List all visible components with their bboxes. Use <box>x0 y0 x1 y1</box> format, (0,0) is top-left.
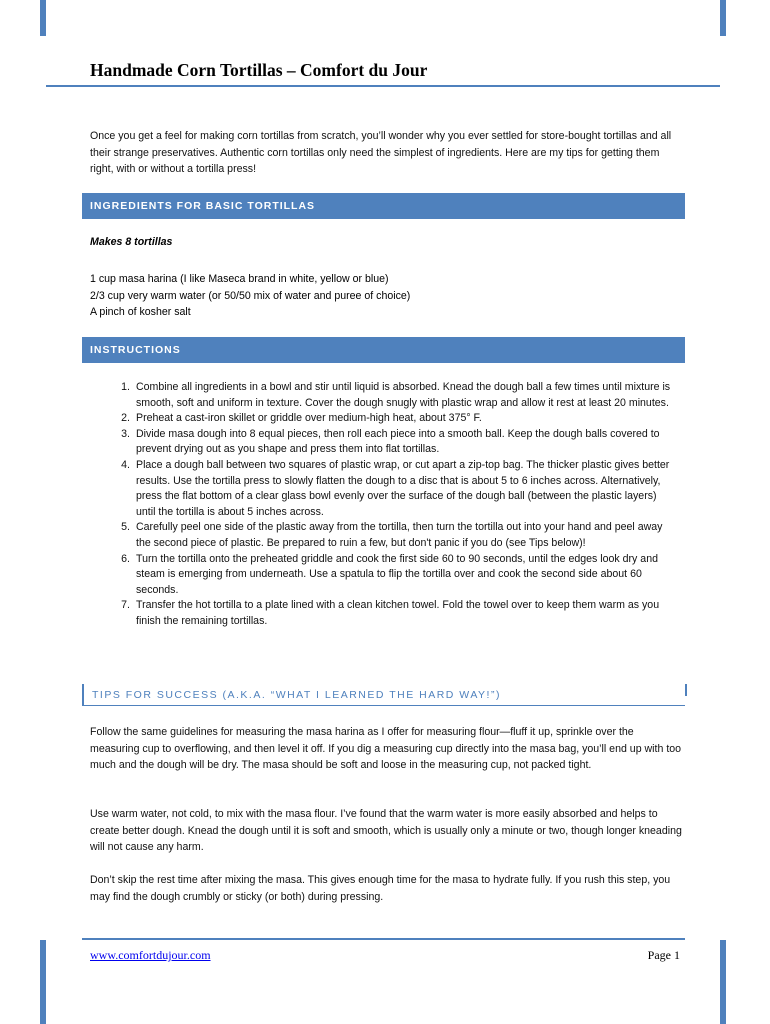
step-text: Preheat a cast-iron skillet or griddle over medium-high heat, about 375° F. <box>136 412 482 425</box>
ingredients-list <box>90 271 680 321</box>
ingredient-item: A pinch of kosher salt <box>90 306 191 318</box>
step-text: Place a dough ball between two squares of plastic wrap, or cut apart a zip-top bag. The thicker plastic gives better results. Use the tortilla press to slowly flatten the dough to a disc that is about 5 to 6 inches across. Alternatively, press the flat bottom of a clear glass bowl evenly over the surface of the dough ball (between the plastic layers) until the tortilla is about 5 inches across. <box>136 458 670 518</box>
instruction-step <box>121 598 676 629</box>
step-text: Transfer the hot tortilla to a plate lined with a clean kitchen towel. Fold the towel over to keep them warm as you finish the remaining tortillas. <box>136 599 660 627</box>
step-text: Combine all ingredients in a bowl and stir until liquid is absorbed. Knead the dough ball a few times until mixture is smooth, soft and uniform in texture. Cover the dough snugly with plastic wrap and allow it rest at least 20 minutes. <box>136 381 671 409</box>
page-title: Handmade Corn Tortillas – Comfort du Jour <box>90 60 428 80</box>
tips-heading <box>82 684 685 706</box>
step-number: 4. <box>121 458 130 471</box>
page-border-bottom-left <box>40 940 46 1024</box>
ingredient-item: 1 cup masa harina (I like Maseca brand in white, yellow or blue) <box>90 273 389 285</box>
step-text: Turn the tortilla onto the preheated griddle and cook the first side 60 to 90 seconds, until the edges look dry and steam is emerging from underneath. Use a spatula to flip the tortilla over and cook the second side about 60 seconds. <box>136 552 658 596</box>
step-number: 1. <box>121 381 130 393</box>
instruction-step <box>121 520 676 551</box>
website-link[interactable]: www.comfortdujour.com <box>90 948 211 962</box>
instructions-heading: INSTRUCTIONS <box>82 337 685 363</box>
step-number: 5. <box>121 521 130 534</box>
step-number: 3. <box>121 427 130 440</box>
tips-heading-corner <box>685 684 687 696</box>
intro-paragraph: Once you get a feel for making corn tortillas from scratch, you’ll wonder why you ever settled for store-bought tortillas and all their strange preservatives. Authentic corn tortillas only need the simplest of ingredients. Here are my tips for getting them right, with or without a tortilla press! <box>90 130 672 175</box>
ingredients-heading: INGREDIENTS FOR BASIC TORTILLAS <box>82 193 685 219</box>
tip-paragraph: Use warm water, not cold, to mix with the masa flour. I’ve found that the warm water is more easily absorbed and helps to create better dough. Knead the dough until it is soft and smooth, which is usually only a minute or two, though longer kneading will not cause any harm. <box>90 808 682 853</box>
page-border-top-right <box>720 0 726 36</box>
instruction-step <box>121 380 676 411</box>
step-number: 6. <box>121 552 130 565</box>
instruction-step <box>121 427 676 458</box>
step-text: Divide masa dough into 8 equal pieces, then roll each piece into a smooth ball. Keep the dough balls covered to prevent drying out as you shape and press them into flat tortillas. <box>136 427 660 456</box>
tips-heading-text: TIPS FOR SUCCESS (A.K.A. “WHAT I LEARNED THE HARD WAY!”) <box>92 689 501 701</box>
step-text: Carefully peel one side of the plastic away from the tortilla, then turn the tortilla out into your hand and peel away the second piece of plastic. Be prepared to ruin a few, but don't panic if you do (see Tips below)! <box>136 521 663 549</box>
step-number: 7. <box>121 599 130 612</box>
title-divider <box>46 85 720 87</box>
page-border-top-left <box>40 0 46 36</box>
instructions-list <box>121 380 676 630</box>
footer-divider <box>82 938 685 940</box>
instruction-step <box>121 552 676 599</box>
tip-paragraph: Don’t skip the rest time after mixing the masa. This gives enough time for the masa to hydrate fully. If you rush this step, you may find the dough crumbly or sticky (or both) during pressing. <box>90 874 671 903</box>
page-number: Page 1 <box>647 948 680 962</box>
ingredient-item: 2/3 cup very warm water (or 50/50 mix of water and puree of choice) <box>90 289 411 302</box>
tip-paragraph: Follow the same guidelines for measuring the masa harina as I offer for measuring flour—fluff it up, sprinkle over the measuring cup to overflowing, and then level it off. If you dig a measuring cup directly into the masa bag, you’ll end up with too much and the dough will be dry. The masa should be soft and loose in the measuring cup, not packed tight. <box>90 726 682 771</box>
instruction-step <box>121 458 676 520</box>
instruction-step <box>121 411 676 427</box>
page-border-bottom-right <box>720 940 726 1024</box>
yield-label: Makes 8 tortillas <box>90 236 173 248</box>
step-number: 2. <box>121 412 130 425</box>
